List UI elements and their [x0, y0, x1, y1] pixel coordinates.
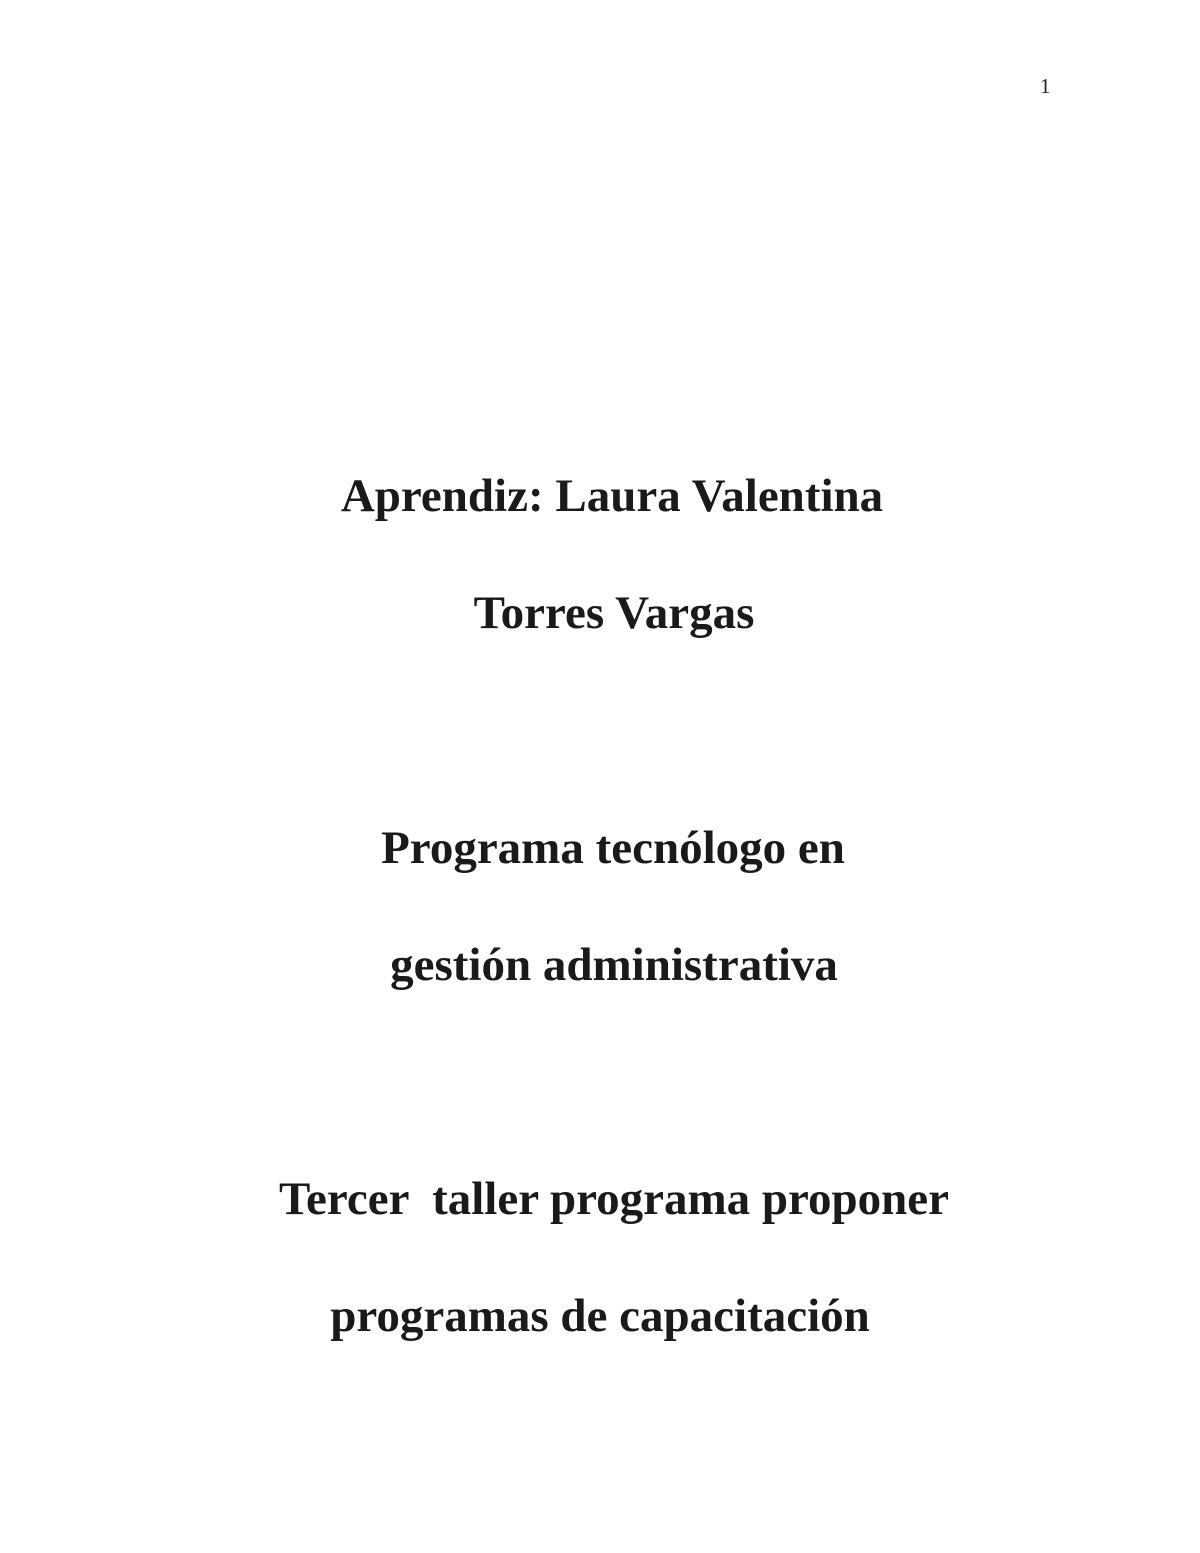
workshop-title-line-1: Tercer taller programa proponer	[278, 1173, 950, 1225]
page-number: 1	[1040, 74, 1051, 98]
apprentice-name-line-2: Torres Vargas	[473, 587, 755, 639]
apprentice-name-line-1: Aprendiz: Laura Valentina	[340, 470, 884, 522]
program-line-1: Programa tecnólogo en	[381, 822, 845, 874]
workshop-title-line-2: programas de capacitación	[330, 1290, 870, 1342]
program-line-2: gestión administrativa	[390, 939, 838, 991]
